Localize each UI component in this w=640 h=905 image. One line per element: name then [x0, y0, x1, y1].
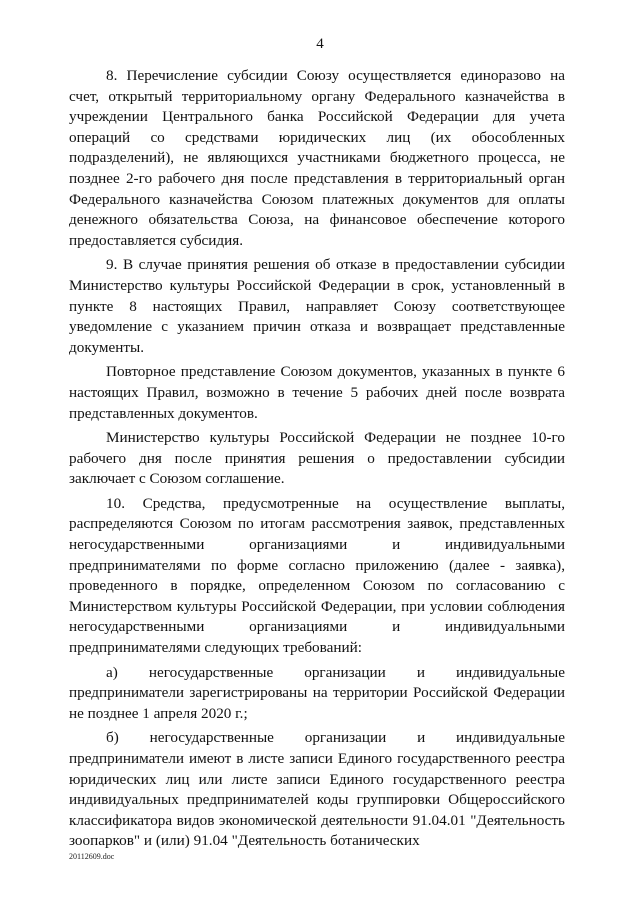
paragraph-subitem-b: б) негосударственные организации и индивидуальные предприниматели имеют в листе записи Единого государственного реестра юридических лиц или листе записи Единого государственного реестра индивидуальных предпринимателей коды группировки Общероссийского классификатора видов экономической деятельности 91.04.01 "Деятельность зоопарков" и (или) 91.04 "Деятельность ботанических	[69, 729, 565, 850]
paragraph-item-8: 8. Перечисление субсидии Союзу осуществляется единоразово на счет, открытый территориальному органу Федерального казначейства в учреждении Центрального банка Российской Федерации для учета операций со средствами юридических лиц (их обособленных подразделений), не являющихся участниками бюджетного процесса, не позднее 2-го рабочего дня после представления в территориальный орган Федерального казначейства Союзом платежных документов для оплаты денежного обязательства Союза, на финансовое обеспечение которого предоставляется субсидия.	[69, 67, 565, 249]
paragraph-item-10: 10. Средства, предусмотренные на осуществление выплаты, распределяются Союзом по итогам рассмотрения заявок, представленных негосударственными организациями и индивидуальными предпринимателями по форме согласно приложению (далее - заявка), проведенного в порядке, определенном Союзом по согласованию с Министерством культуры Российской Федерации, при условии соблюдения негосударственными организациями и индивидуальными предпринимателями следующих требований:	[69, 494, 565, 657]
paragraph-subitem-a: а) негосударственные организации и индивидуальные предприниматели зарегистрированы на территории Российской Федерации не позднее 1 апреля 2020 г.;	[69, 663, 565, 722]
document-body	[69, 66, 565, 852]
page-number: 4	[316, 36, 324, 52]
paragraph-agreement: Министерство культуры Российской Федерации не позднее 10-го рабочего дня после принятия решения о предоставлении субсидии заключает с Союзом соглашение.	[69, 429, 565, 488]
paragraph-item-9: 9. В случае принятия решения об отказе в предоставлении субсидии Министерство культуры Российской Федерации в срок, установленный в пункте 8 настоящих Правил, направляет Союзу соответствующее уведомление с указанием причин отказа и возвращает представленные документы.	[69, 256, 565, 356]
paragraph-resubmission: Повторное представление Союзом документов, указанных в пункте 6 настоящих Правил, возможно в течение 5 рабочих дней после возврата представленных документов.	[69, 363, 565, 422]
file-name-footer: 20112609.doc	[69, 852, 115, 861]
